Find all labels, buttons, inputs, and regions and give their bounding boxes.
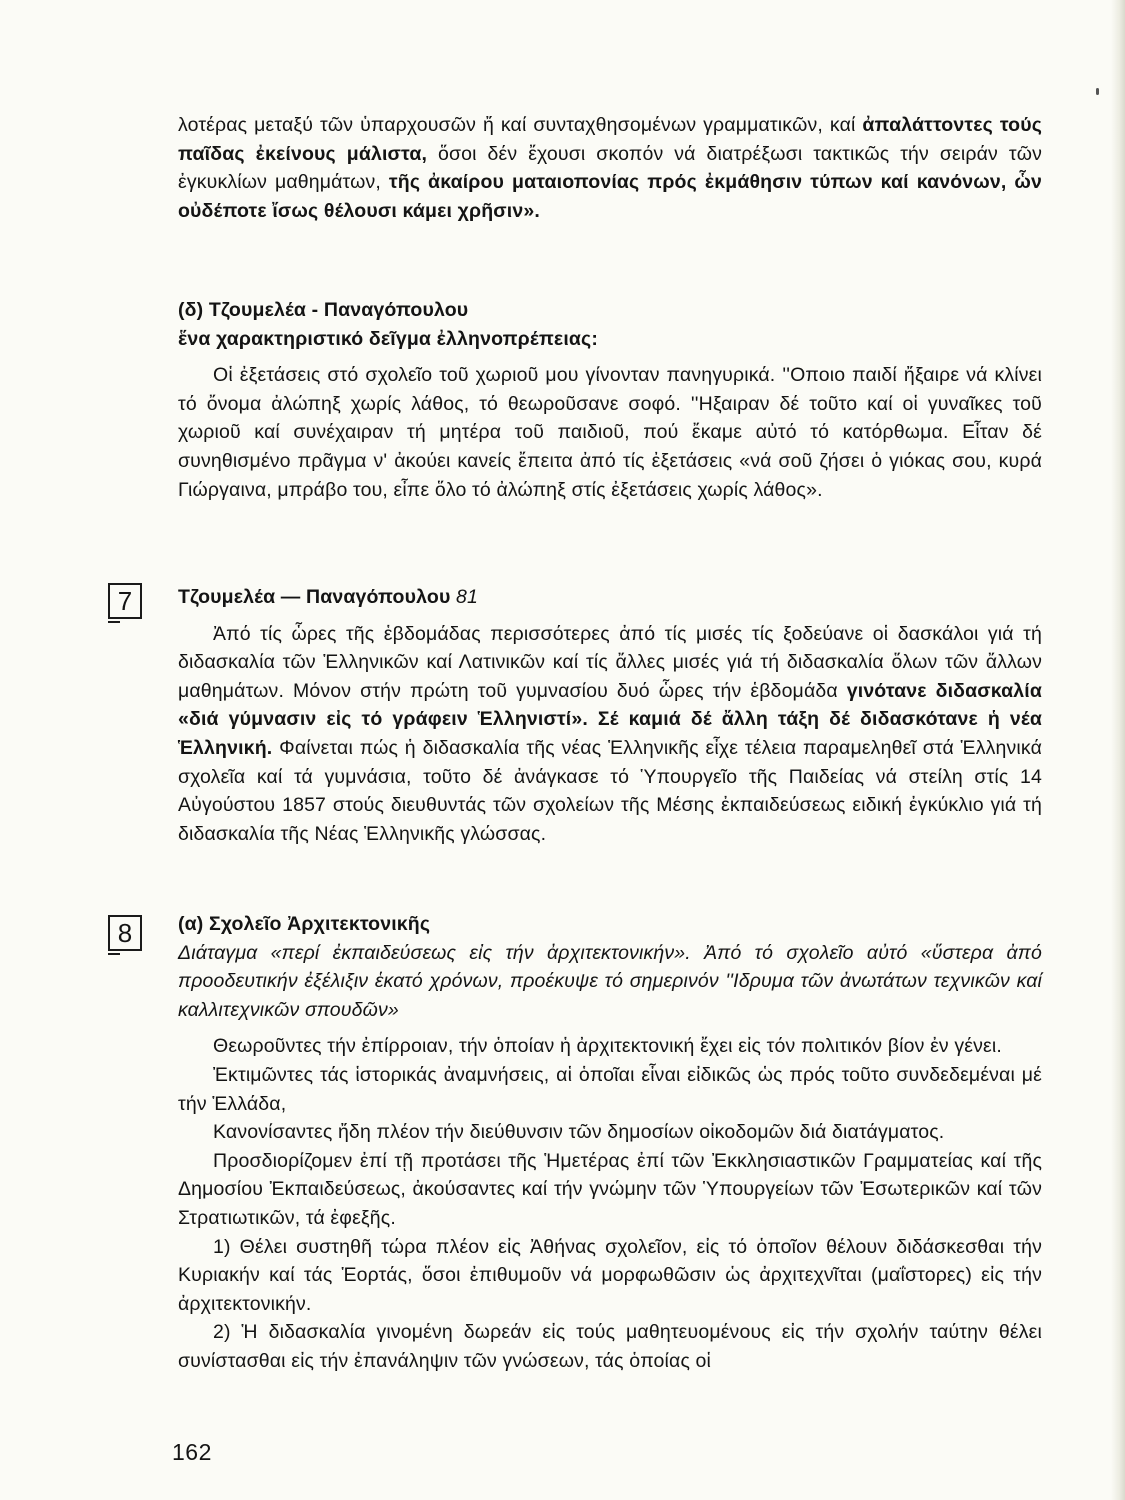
section-8-paragraph: Κανονίσαντες ἤδη πλέον τήν διεύθυνσιν τῶν δημοσίων οἰκοδομῶν διά διατάγματος. [213, 1121, 945, 1144]
section-8-heading: (α) Σχολεῖο Ἀρχιτεκτονικῆς [178, 913, 431, 935]
section-8-italic-intro: Διάταγμα «περί ἐκπαιδεύσεως εἰς τήν ἀρχιτεκτονικήν». Ἀπό τό σχολεῖο αὐτό «ὕστερα ἀπό προοδευτικήν ἐξέλιξιν ἑκατό χρόνων, προέκυψε τό σημερινόν ''Ιδρυμα τῶν ἀνωτάτων τεχνικῶν καί καλλιτεχνικῶν σπουδῶν» [178, 941, 1042, 1021]
section-d-heading: (δ) Τζουμελέα - Παναγόπουλου [178, 299, 469, 321]
section-8-paragraph: Θεωροῦντες τήν ἐπίρροιαν, τήν ὁποίαν ἡ ἀρχιτεκτονική ἔχει εἰς τόν πολιτικόν βίον ἐν γένει. [213, 1035, 1002, 1058]
section-d-subheading: ἕνα χαρακτηριστικό δεῖγμα ἐλληνοπρέπειας: [178, 327, 598, 350]
page-edge-shadow [1111, 0, 1125, 1500]
section-8-paragraph: Ἐκτιμῶντες τάς ἱστορικάς ἀναμνήσεις, αἱ ὁποῖαι εἶναι εἰδικῶς ὡς πρός τοῦτο συνδεδεμέναι μέ τήν Ἑλλάδα, [178, 1063, 1042, 1115]
section-d [178, 296, 1042, 504]
page-number: 162 [172, 1439, 212, 1465]
opening-text: λοτέρας μεταξύ τῶν ὑπαρχουσῶν ἤ καί συνταχθησομένων γραμματικῶν, καί ἀπαλάττοντες τούς παῖδας ἐκείνους μάλιστα, ὅσοι δέν ἔχουσι σκοπόν νά διατρέξωσι τακτικῶς τήν σειράν τῶν ἐγκυκλίων μαθημάτων, τῆς ἀκαίρου ματαιοπονίας πρός ἐκμάθησιν τύπων καί κανόνων, ὧν οὐδέποτε ἴσως θέλουσι κάμει χρῆσιν». [178, 114, 1042, 222]
scan-speck [1096, 88, 1099, 95]
section-7-heading: Τζουμελέα — Παναγόπουλου 81 [178, 586, 479, 608]
section-d-body: Οἱ ἐξετάσεις στό σχολεῖο τοῦ χωριοῦ μου γίνονταν πανηγυρικά. ''Οποιο παιδί ἤξαιρε νά κλίνει τό ὄνομα ἀλώπηξ χωρίς λάθος, τό θεωροῦσανε σοφό. ''Ηξαιραν δέ τοῦτο καί οἱ γυναῖκες τοῦ χωριοῦ καί συνέχαιραν τή μητέρα τοῦ παιδιοῦ, πού ἔκαμε αὐτό τό κατόρθωμα. Εἶταν δέ συνηθισμένο πρᾶγμα ν' ἀκούει κανείς ἔπειτα ἀπό τίς ἐξετάσεις «νά σοῦ ζήσει ὁ γιόκας σου, κυρά Γιώργαινα, μπράβο του, εἶπε ὅλο τό ἀλώπηξ στίς ἐξετάσεις χωρίς λάθος». [178, 364, 1042, 501]
section-7 [178, 583, 1042, 848]
section-8-paragraph: Προσδιορίζομεν ἐπί τῇ προτάσει τῆς Ἡμετέρας ἐπί τῶν Ἐκκλησιαστικῶν Γραμματείας καί τῆς Δημοσίου Ἐκπαιδεύσεως, ἀκούσαντες καί τήν γνώμην τῶν Ὑπουργείων τῶν Ἐσωτερικῶν καί τῶν Στρατιωτικῶν, τά ἐφεξῆς. [178, 1149, 1042, 1229]
section-8-marker: 8 [108, 915, 142, 951]
section-7-heading-ref: 81 [456, 586, 479, 608]
section-7-body: Ἀπό τίς ὧρες τῆς ἑβδομάδας περισσότερες ἀπό τίς μισές τίς ξοδεύανε οἱ δασκάλοι γιά τή διδασκαλία τῶν Ἑλληνικῶν καί Λατινικῶν καί τίς ἄλλες μισές γιά τή διδασκαλία ὅλων τῶν ἄλλων μαθημάτων. Μόνον στήν πρώτη τοῦ γυμνασίου δυό ὧρες τήν ἑβδομάδα γινότανε διδασκαλία «διά γύμνασιν εἰς τό γράφειν Ἑλληνιστί». Σέ καμιά δέ ἄλλη τάξη δέ διδασκότανε ἡ νέα Ἑλληνική. Φαίνεται πώς ἡ διδασκαλία τῆς νέας Ἑλληνικῆς εἶχε τέλεια παραμεληθεῖ στά Ἑλληνικά σχολεῖα καί τά γυμνάσια, τοῦτο δέ ἀνάγκασε τό Ὑπουργεῖο τῆς Παιδείας νά στείλη στίς 14 Αὐγούστου 1857 στούς διευθυντάς τῶν σχολείων τῆς Μέσης ἐκπαιδεύσεως ειδική ἐγκύκλιο γιά τή διδασκαλία τῆς Νέας Ἑλληνικῆς γλώσσας. [178, 622, 1042, 845]
opening-paragraph [178, 111, 1042, 225]
section-8-paragraph: 1) Θέλει συστηθῆ τώρα πλέον εἰς Ἀθήνας σχολεῖον, εἰς τό ὁποῖον θέλουν διδάσκεσθαι τήν Κυριακήν καί τάς Ἑορτάς, ὅσοι ἐπιθυμοῦν νά μορφωθῶσιν ὡς ἀρχιτεχνῖται (μαΐστορες) εἰς τήν ἀρχιτεκτονικήν. [178, 1235, 1042, 1315]
section-8 [178, 910, 1042, 1376]
section-7-marker: 7 [108, 583, 142, 619]
section-8-paragraph: 2) Ἡ διδασκαλία γινομένη δωρεάν εἰς τούς μαθητευομένους εἰς τήν σχολήν ταύτην θέλει συνίστασθαι εἰς τήν ἐπανάληψιν τῶν γνώσεων, τάς ὁποίας οἱ [178, 1321, 1042, 1372]
